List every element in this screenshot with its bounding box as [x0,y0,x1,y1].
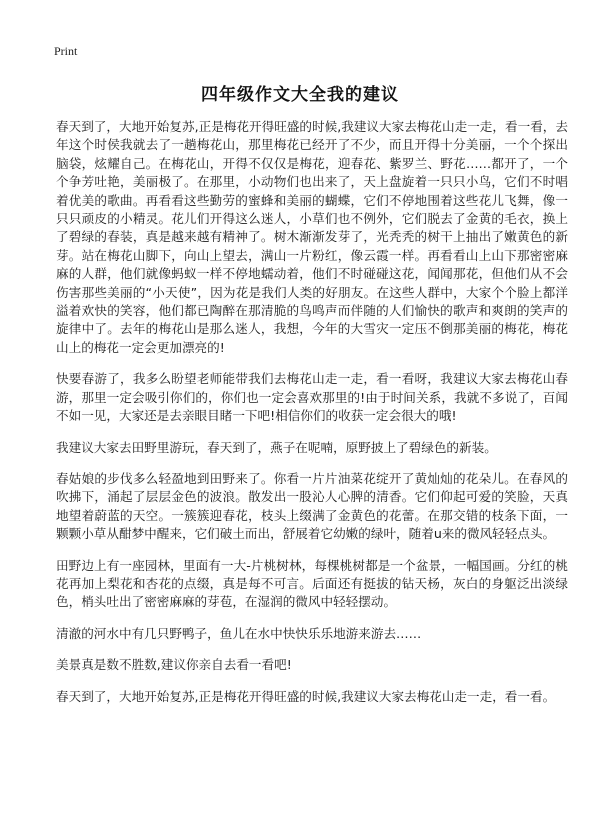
paragraph: 春天到了，大地开始复苏,正是梅花开得旺盛的时候,我建议大家去梅花山走一走，看一看。 [56,688,556,704]
paragraph: 我建议大家去田野里游玩，春天到了，燕子在呢喃，原野披上了碧绿色的新装。 [56,439,497,455]
document-body [56,118,568,719]
paragraph: 春姑娘的步伐多么轻盈地到田野来了。你看一片片油菜花绽开了黄灿灿的花朵儿。在春风的吹拂下，涌起了层层金色的波浪。散发出一股沁人心脾的清香。它们仰起可爱的笑脸，天真地望着蔚蓝的天空。一簇簇迎春花，枝头上缀满了金黄色的花蕾。在那交错的枝条下面，一颗颗小草从酣梦中醒来，它们破土而出，舒展着它幼嫩的绿叶，随着u来的微风轻轻点头。 [56,470,568,542]
paragraph: 田野边上有一座园林，里面有一大-片桃树林，每棵桃树都是一个盆景，一幅国画。分红的桃花再加上梨花和杏花的点缀，真是每不可言。后面还有挺拔的钻天杨，灰白的身躯泛出淡绿色，梢头吐出了密密麻麻的芽苞，在湿润的微风中轻轻摆动。 [56,557,568,610]
paragraph: 快要春游了，我多么盼望老师能带我们去梅花山走一走，看一看呀，我建议大家去梅花山春游，那里一定会吸引你们的，你们也一定会喜欢那里的!由于时间关系，我就不多说了，百闻不如一见，大家还是去亲眼目睹一下吧!相信你们的收获一定会很大的哦! [56,371,568,424]
print-link[interactable]: Print [54,44,78,58]
paragraph: 美景真是数不胜数,建议你亲自去看一看吧! [56,657,292,673]
paragraph: 清澈的河水中有几只野鸭子，鱼儿在水中快快乐乐地游来游去…… [56,625,422,641]
paragraph: 春天到了，大地开始复苏,正是梅花开得旺盛的时候,我建议大家去梅花山走一走，看一看，去年这个时侯我就去了一趟梅花山，那里梅花已经开了不少，而且开得十分美丽，一个个探出脑袋，炫耀自己。在梅花山，开得不仅仅是梅花，迎春花、紫罗兰、野花……都开了，一个个争芳吐艳，美丽极了。在那里，小动物们也出来了，天上盘旋着一只只小鸟，它们不时唱着优美的歌曲。再看看这些勤劳的蜜蜂和美丽的蝴蝶，它们不停地围着这些花儿飞舞，像一只只顽皮的小精灵。花儿们开得这么迷人，小草们也不例外，它们脱去了金黄的毛衣，换上了碧绿的春装，真是越来越有精神了。树木渐渐发芽了，光秃秃的树干上抽出了嫩黄色的新芽。站在梅花山脚下，向山上望去，满山一片粉红，像云霞一样。再看看山上山下那密密麻麻的人群，他们就像蚂蚁一样不停地蠕动着，他们不时碰碰这花，闻闻那花，但他们从不会伤害那些美丽的“小天使”，因为花是我们人类的好朋友。在这些人群中，大家个个脸上都洋溢着欢快的笑容，他们都已陶醉在那清脆的鸟鸣声而伴随的人们愉快的歌声和爽朗的笑声的旋律中了。去年的梅花山是那么迷人，我想，今年的大雪灾一定压不倒那美丽的梅花，梅花山上的梅花一定会更加漂亮的! [56,119,568,355]
document-title: 四年级作文大全我的建议 [201,85,399,105]
